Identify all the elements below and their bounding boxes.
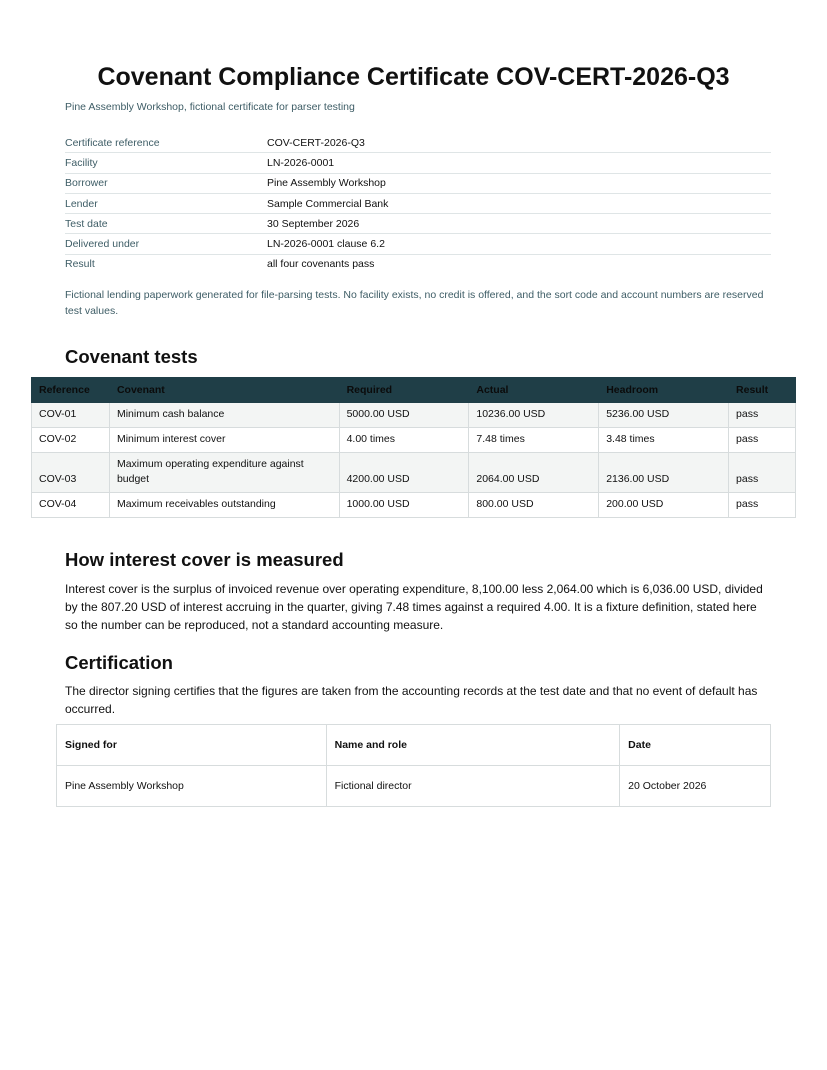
table-cell: 3.48 times <box>599 428 729 453</box>
details-label: Borrower <box>65 173 267 193</box>
details-value: Sample Commercial Bank <box>267 193 771 213</box>
table-row <box>32 403 796 428</box>
details-label: Lender <box>65 193 267 213</box>
covenant-tests-heading: Covenant tests <box>65 346 198 367</box>
details-label: Certificate reference <box>65 133 267 153</box>
table-cell: 4200.00 USD <box>339 453 469 493</box>
column-header: Signed for <box>57 725 327 766</box>
details-row <box>65 193 771 213</box>
table-cell: 7.48 times <box>469 428 599 453</box>
covenant-tests-table <box>31 377 796 518</box>
details-row <box>65 254 771 274</box>
table-cell: COV-03 <box>32 453 110 493</box>
table-cell: 1000.00 USD <box>339 493 469 518</box>
table-cell: Maximum receivables outstanding <box>109 493 339 518</box>
table-cell: pass <box>729 428 796 453</box>
details-row <box>65 173 771 193</box>
details-row <box>65 153 771 173</box>
table-row <box>57 766 771 807</box>
details-value: Pine Assembly Workshop <box>267 173 771 193</box>
table-cell: 10236.00 USD <box>469 403 599 428</box>
disclaimer-note: Fictional lending paperwork generated for file-parsing tests. No facility exists, no credit is offered, and the sort code and account numbers are reserved test values. <box>65 289 764 317</box>
table-cell: COV-02 <box>32 428 110 453</box>
table-row <box>32 493 796 518</box>
page-title: Covenant Compliance Certificate COV-CERT-2026-Q3 <box>97 63 730 91</box>
table-cell: Maximum operating expenditure against budget <box>109 453 339 493</box>
interest-cover-text: Interest cover is the surplus of invoiced revenue over operating expenditure, 8,100.00 less 2,064.00 which is 6,036.00 USD, divided by the 807.20 USD of interest accruing in the quarter, giving 7.48 times against a required 4.00. It is a fixture definition, stated here so the number can be reproduced, not a standard accounting measure. <box>65 582 763 632</box>
table-cell: pass <box>729 403 796 428</box>
certification-heading: Certification <box>65 652 173 673</box>
table-cell: 5000.00 USD <box>339 403 469 428</box>
details-value: all four covenants pass <box>267 258 375 271</box>
table-cell: COV-01 <box>32 403 110 428</box>
interest-cover-heading: How interest cover is measured <box>65 549 344 570</box>
column-header: Headroom <box>599 378 729 403</box>
column-header: Result <box>729 378 796 403</box>
page-subtitle: Pine Assembly Workshop, fictional certificate for parser testing <box>65 101 355 113</box>
table-cell: 4.00 times <box>339 428 469 453</box>
details-value: COV-CERT-2026-Q3 <box>267 133 771 153</box>
column-header: Covenant <box>109 378 339 403</box>
table-cell: Minimum cash balance <box>109 403 339 428</box>
certificate-details-table <box>65 133 771 274</box>
name-role-cell: Fictional director <box>326 766 620 807</box>
table-cell: 2136.00 USD <box>599 453 729 493</box>
table-cell: 5236.00 USD <box>599 403 729 428</box>
details-label: Facility <box>65 153 267 173</box>
table-row <box>32 428 796 453</box>
table-header-row <box>32 378 796 403</box>
table-cell: 2064.00 USD <box>469 453 599 493</box>
column-header: Name and role <box>326 725 620 766</box>
column-header: Actual <box>469 378 599 403</box>
date-cell: 20 October 2026 <box>620 766 771 807</box>
table-cell: 800.00 USD <box>469 493 599 518</box>
details-label: Result <box>65 258 95 271</box>
table-cell: COV-04 <box>32 493 110 518</box>
details-row <box>65 214 771 234</box>
details-value: LN-2026-0001 clause 6.2 <box>267 234 771 254</box>
details-value: 30 September 2026 <box>267 214 771 234</box>
column-header: Reference <box>32 378 110 403</box>
certification-text: The director signing certifies that the figures are taken from the accounting records at the test date and that no event of default has occurred. <box>65 684 758 716</box>
table-cell: pass <box>729 493 796 518</box>
column-header: Date <box>620 725 771 766</box>
table-row <box>32 453 796 493</box>
details-label: Test date <box>65 214 267 234</box>
signed-for-cell: Pine Assembly Workshop <box>57 766 327 807</box>
details-label: Delivered under <box>65 234 267 254</box>
details-row <box>65 133 771 153</box>
table-cell: 200.00 USD <box>599 493 729 518</box>
details-value: LN-2026-0001 <box>267 153 771 173</box>
table-cell: Minimum interest cover <box>109 428 339 453</box>
details-row <box>65 234 771 254</box>
column-header: Required <box>339 378 469 403</box>
table-cell: pass <box>729 453 796 493</box>
signature-table <box>56 724 771 807</box>
table-header-row <box>57 725 771 766</box>
